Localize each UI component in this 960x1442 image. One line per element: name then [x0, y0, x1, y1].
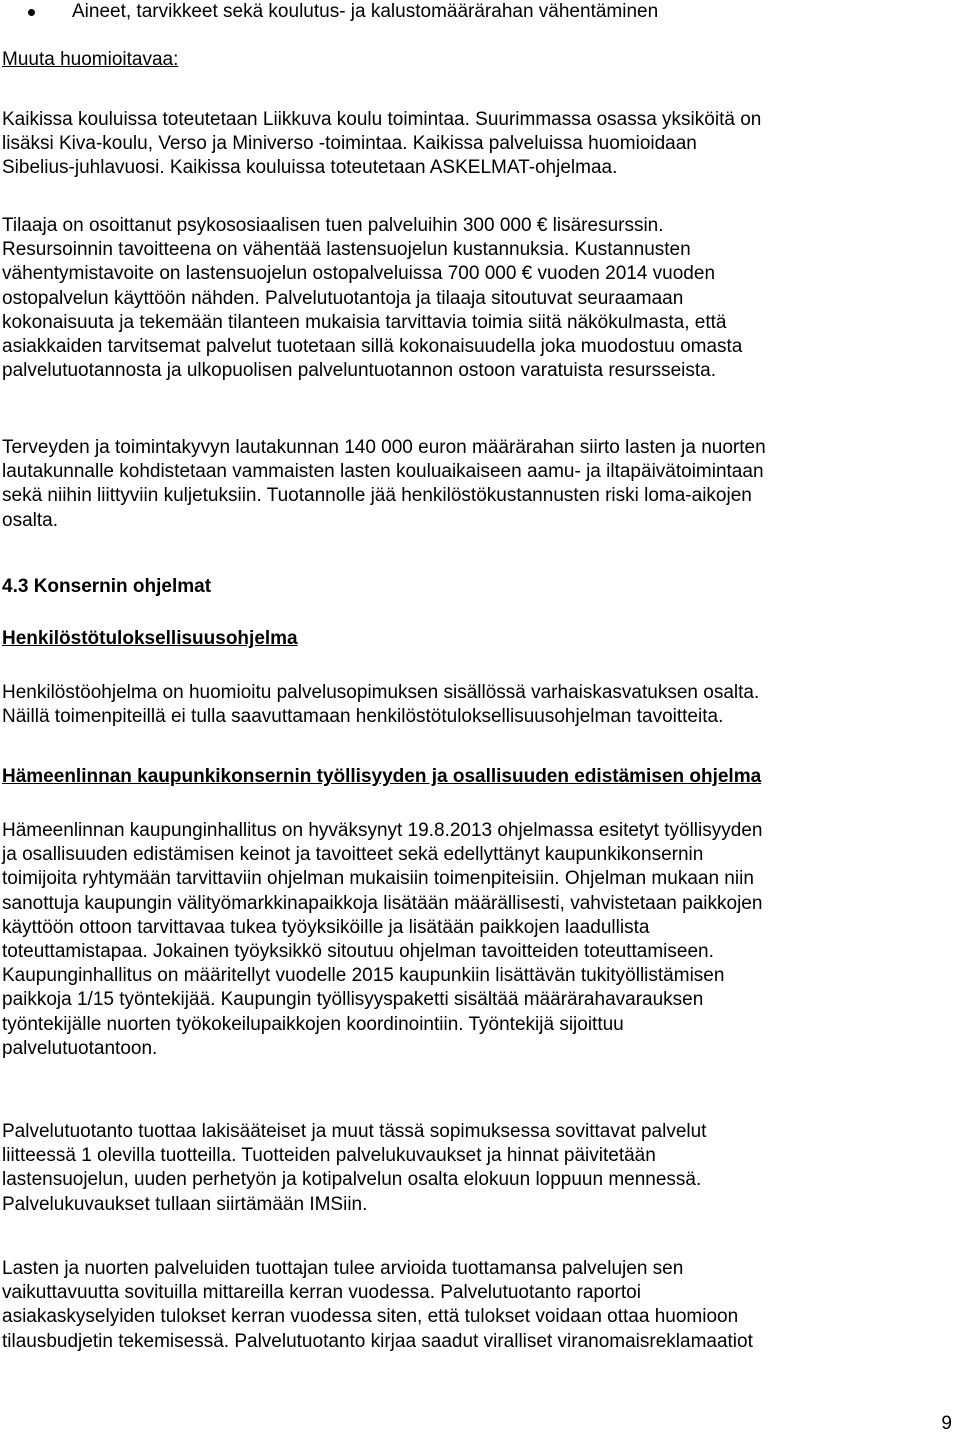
- text-line: vähentymistavoite on lastensuojelun ostopalveluissa 700 000 € vuoden 2014 vuoden: [2, 263, 716, 285]
- text-line: käyttöön ottoon tarvittavaa tukea työyksiköille ja lisätään paikkojen laadullista: [2, 916, 650, 938]
- section-heading: 4.3 Konsernin ohjelmat: [2, 576, 212, 597]
- text-line: lastensuojelun, uuden perhetyön ja kotipalvelun osalta elokuun loppuun mennessä.: [2, 1169, 702, 1191]
- text-line: asiakaskyselyiden tulokset kerran vuodessa siten, että tulokset voidaan ottaa huomioon: [2, 1306, 739, 1328]
- paragraph-palvelutuotanto: [2, 1120, 957, 1217]
- text-line: Henkilöstöohjelma on huomioitu palvelusopimuksen sisällössä varhaiskasvatuksen osalta.: [2, 682, 760, 703]
- muuta-heading: Muuta huomioitavaa:: [2, 49, 179, 70]
- employment-program-heading: Hämeenlinnan kaupunkikonsernin työllisyyden ja osallisuuden edistämisen ohjelma: [2, 766, 762, 787]
- paragraph-henkilosto: [2, 681, 957, 729]
- text-line: ja osallisuuden edistämisen keinot ja tavoitteet sekä edellyttänyt kaupunkikonsernin: [2, 844, 704, 866]
- bullet-dot-icon: [28, 9, 35, 16]
- text-line: lisäksi Kiva-koulu, Verso ja Miniverso -toimintaa. Kaikissa palveluissa huomioidaan: [2, 133, 697, 155]
- text-line: Palvelukuvaukset tullaan siirtämään IMSiin.: [2, 1193, 368, 1215]
- text-line: kokonaisuuta ja tekemään tilanteen mukaisia tarvittavia toimia siitä näkökulmasta, että: [2, 311, 727, 333]
- paragraph-arviointi: [2, 1257, 957, 1354]
- paragraph-liikkuva: [2, 108, 957, 181]
- text-line: paikkoja 1/15 työntekijää. Kaupungin työllisyyspaketti sisältää määrärahavarauksen: [2, 989, 704, 1011]
- text-line: Lasten ja nuorten palveluiden tuottajan tulee arvioida tuottamansa palvelujen sen: [2, 1258, 684, 1279]
- hr-program-heading: Henkilöstötuloksellisuusohjelma: [2, 628, 298, 649]
- text-line: vaikuttavuutta sovituilla mittareilla kerran vuodessa. Palvelutuotanto raportoi: [2, 1282, 641, 1304]
- bullet-text: Aineet, tarvikkeet sekä koulutus- ja kalustomäärärahan vähentäminen: [72, 1, 659, 22]
- text-line: palvelutuotannosta ja ulkopuolisen palveluntuotannon ostoon varatuista resursseista.: [2, 360, 717, 382]
- text-line: osalta.: [2, 509, 58, 531]
- text-line: sanottuja kaupungin välityömarkkinapaikkoja lisätään määrällisesti, vahvistetaan paikkojen: [2, 892, 763, 914]
- text-line: Hämeenlinnan kaupunginhallitus on hyväksynyt 19.8.2013 ohjelmassa esitetyt työllisyyden: [2, 820, 763, 841]
- text-line: Resursoinnin tavoitteena on vähentää lastensuojelun kustannuksia. Kustannusten: [2, 239, 691, 261]
- text-line: Palvelutuotanto tuottaa lakisääteiset ja muut tässä sopimuksessa sovittavat palvelut: [2, 1121, 707, 1142]
- text-line: Tilaaja on osoittanut psykososiaalisen tuen palveluihin 300 000 € lisäresurssin.: [2, 215, 664, 236]
- text-line: tilausbudjetin tekemisessä. Palvelutuotanto kirjaa saadut viralliset viranomaisreklamaatiot: [2, 1330, 753, 1352]
- paragraph-tyollisyys: [2, 819, 957, 1061]
- text-line: palvelutuotantoon.: [2, 1037, 158, 1059]
- text-line: ostopalvelun käyttöön nähden. Palvelutuotantoja ja tilaaja sitoutuvat seuraamaan: [2, 287, 684, 309]
- text-line: Kaupunginhallitus on määritellyt vuodelle 2015 kaupunkiin lisättävän tukityöllistämisen: [2, 965, 725, 987]
- text-line: Sibelius-juhlavuosi. Kaikissa kouluissa toteutetaan ASKELMAT-ohjelmaa.: [2, 157, 618, 179]
- page-number: 9: [941, 1413, 952, 1434]
- text-line: asiakkaiden tarvitsemat palvelut tuotetaan sillä kokonaisuudella joka muodostuu omasta: [2, 336, 743, 358]
- text-line: lautakunnalle kohdistetaan vammaisten lasten kouluaikaiseen aamu- ja iltapäivätoimintaan: [2, 461, 764, 483]
- paragraph-psykososiaalinen: [2, 214, 957, 383]
- text-line: Näillä toimenpiteillä ei tulla saavuttamaan henkilöstötuloksellisuusohjelman tavoitteita.: [2, 706, 724, 728]
- text-line: sekä niihin liittyviin kuljetuksiin. Tuotannolle jää henkilöstökustannusten riski loma-aikojen: [2, 485, 752, 507]
- text-line: toteuttamistapaa. Jokainen työyksikkö sitoutuu ohjelman tavoitteiden toteuttamiseen.: [2, 941, 714, 963]
- text-line: Kaikissa kouluissa toteutetaan Liikkuva koulu toimintaa. Suurimmassa osassa yksiköitä on: [2, 109, 762, 130]
- text-line: liitteessä 1 olevilla tuotteilla. Tuotteiden palvelukuvaukset ja hinnat päivitetään: [2, 1145, 656, 1167]
- paragraph-terveyden: [2, 436, 957, 533]
- text-line: Terveyden ja toimintakyvyn lautakunnan 140 000 euron määrärahan siirto lasten ja nuorten: [2, 437, 766, 458]
- text-line: työntekijälle nuorten työkokeilupaikkojen koordinointiin. Työntekijä sijoittuu: [2, 1013, 624, 1035]
- text-line: toimijoita ryhtymään tarvittaviin ohjelman mukaisiin toimenpiteisiin. Ohjelman mukaan niin: [2, 868, 754, 890]
